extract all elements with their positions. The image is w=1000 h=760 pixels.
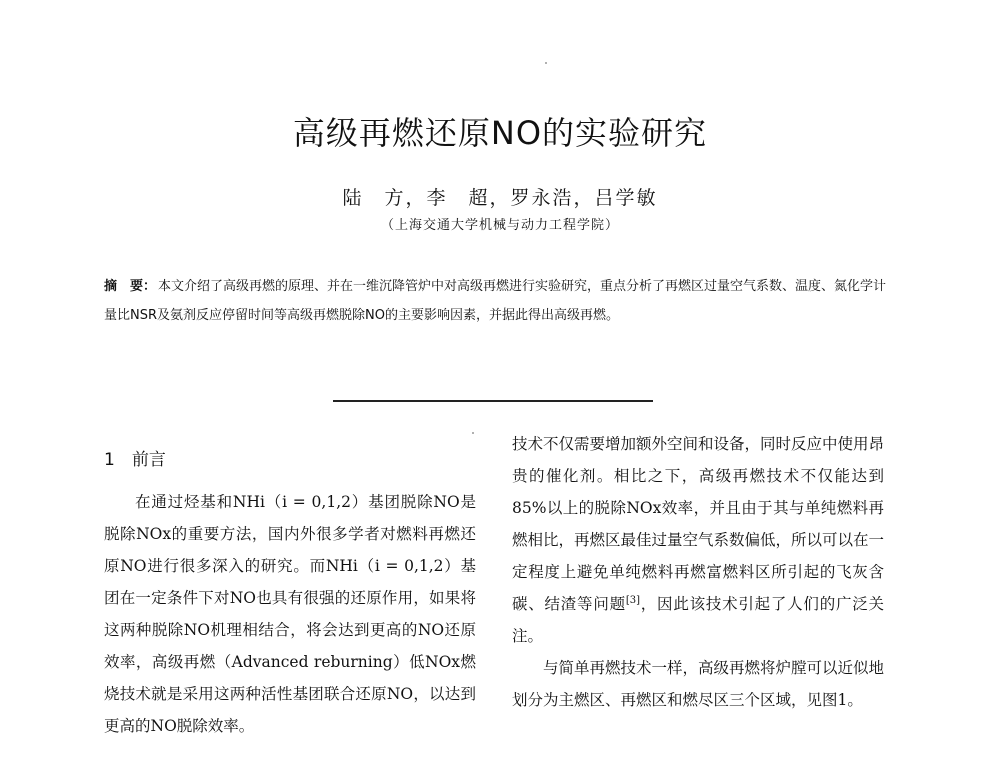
affiliation: （上海交通大学机械与动力工程学院） (380, 218, 619, 233)
right-column (512, 428, 884, 716)
scan-speck (545, 62, 547, 64)
reburning-zones-paragraph: 与简单再燃技术一样，高级再燃将炉膛可以近似地划分为主燃区、再燃区和燃尽区三个区域，见图1。 (512, 659, 885, 709)
abstract-label: 摘 要： (104, 279, 157, 294)
author-list: 陆 方，李 超，罗永浩，吕学敏 (342, 187, 658, 209)
abstract (104, 272, 894, 330)
paragraph-text: ，因此该技术引起了人们的广泛关注。 (512, 595, 884, 645)
paragraph-text: 技术不仅需要增加额外空间和设备，同时反应中使用昂贵的催化剂。相比之下，高级再燃技术不仅能达到85%以上的脱除NOx效率，并且由于其与单纯燃料再燃相比，再燃区最佳过量空气系数偏低，所以可以在一定程度上避免单纯燃料再燃富燃料区所引起的飞灰含碳、结渣等问题 (512, 435, 885, 613)
section-heading: 1 前言 (104, 450, 166, 470)
intro-paragraph-continued (512, 428, 884, 652)
abstract-text: 本文介绍了高级再燃的原理、并在一维沉降管炉中对高级再燃进行实验研究，重点分析了再燃区过量空气系数、温度、氮化学计量比NSR及氨剂反应停留时间等高级再燃脱除NO的主要影响因素，并据此得出高级再燃。 (104, 279, 887, 323)
section-divider (333, 400, 653, 402)
intro-paragraph: 在通过烃基和NHi（i = 0,1,2）基团脱除NO是脱除NOx的重要方法，国内外很多学者对燃料再燃还原NO进行很多深入的研究。而NHi（i = 0,1,2）基团在一定条件下对NO也具有很强的还原作用，如果将这两种脱除NO机理相结合，将会达到更高的NO还原效率，高级再燃（Advanced reburning）低NOx燃烧技术就是采用这两种活性基团联合还原NO，以达到更高的NO脱除效率。 (104, 493, 476, 735)
paper-title: 高级再燃还原NO的实验研究 (292, 114, 708, 152)
citation-ref: [3] (625, 594, 641, 606)
left-column (104, 428, 476, 742)
